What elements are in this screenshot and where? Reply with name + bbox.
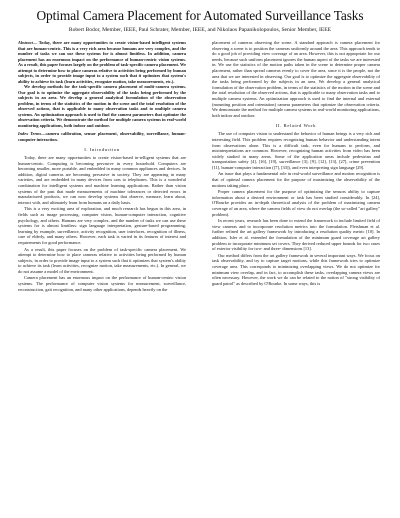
intro-paragraph-3: As a result, this paper focuses on the problem of task-specific camera placement. We attempt to determine how to place cameras relative to activities being performed by human subjects, in order to provide image input to a system such that it optimizes that system's ability to achieve its task (learn activities, recognize motion, take measurements, etc.). In general, we do not assume a model of the environment. [18, 246, 186, 274]
paper-title: Optimal Camera Placement for Automated Surveillance Tasks [36, 8, 364, 23]
intro-paragraph-continued: placement of cameras observing the scene. A standard approach is camera placement for observing a scene is to position the cameras uniformly around the area. This approach tends to do a good job of providing view coverage of an area. However, this is not appropriate for our needs, because such uniform placement ignores the human aspect of the tasks we are interested in. We use the statistics of the motion paths taken in the scene to determine proper camera placement, rather than spread cameras evenly to cover the area, since it is the people, not the area that we are interested in observing. Our goal is to optimize the aggregate observability of the tasks being performed by the subjects in an area. We develop a general analytical formulation of the observation problem, in terms of the statistics of the motion in the scene and the total resolution of the observed actions, that is applicable to many observation tasks and to multiple camera systems. An optimization approach is used to find the internal and external (mounting position and orientation) camera parameters that optimize the observation criteria. We demonstrate the method for multiple camera systems in real-world monitoring applications, both indoor and outdoor. [212, 40, 380, 118]
author-list: Robert Bodor, Member, IEEE, Paul Schrater, Member, IEEE, and Nikolaos Papanikolopoulos, Senior Member, IEEE [68, 27, 332, 33]
related-work-paragraph-4: In recent years, research has been done to extend the framework to include limited field of view cameras and to incorporate resolution metrics into the formulation. Fleishman et al. further refined the art gallery framework by introducing a resolution quality metric [10]. In addition, Isler et al. extended the formulation of the minimum guard coverage art gallery problem to incorporate minimum set covers. They derived reduced upper bounds for two cases of exterior visibility for two- and three- dimensions [13]. [212, 218, 380, 252]
abstract-paragraph-2: We develop methods for the task-specific camera placement of multi-camera systems. Our goal is to optimize the aggregate observability of the tasks being performed by the subjects in an area. We develop a general analytical formulation of the observation problem, in terms of the statistics of the motion in the scene and the total resolution of the observed actions, that is applicable to many observation tasks and to multiple camera systems. An optimization approach is used to find the camera parameters that optimize the observation criteria. We demonstrate the method for multiple camera systems in real-world monitoring applications, both indoor and outdoor. [18, 84, 186, 128]
section-heading-introduction: I. Introduction [84, 147, 120, 152]
intro-paragraph-2: This is a very exciting area of exploration, and much research has begun in this area, in fields such as image processing, computer vision, human-computer interaction, cognitive psychology, and others. Humans are very complex, and the number of tasks we can use these systems for is almost limitless: sign language interpretation, gesture-based programming, learning by example, surveillance, activity recognition, user interfaces, recognition of illness, care of elderly, and many others. However, each task is varied in its features of interest and requirements for good performance. [18, 206, 186, 245]
related-work-paragraph-2: An issue that plays a fundamental role in real-world surveillance and motion recognition is that of optimal camera placement for the purpose of maximizing the observability of the motions taking place. [212, 171, 380, 188]
section-heading-related-work: II. Related Work [275, 123, 317, 129]
abstract [18, 40, 186, 84]
index-terms-label: Index Terms [18, 131, 42, 136]
index-terms [18, 131, 186, 142]
right-column [212, 40, 380, 287]
index-terms-text: —camera calibration, sensor placement, observability, surveillance, human-computer interaction. [18, 131, 186, 142]
left-column [18, 40, 186, 293]
abstract-label: Abstract [18, 40, 33, 45]
abstract-text: — Today, there are many opportunities to create vision-based intelligent systems that are human-centric. This is a very rich area because humans are very complex, and the number of tasks we can use these systems for is almost limitless. In addition, camera placement has an enormous impact on the performance of human-centric vision systems. As a result, this paper focuses largely on the problem of task-specific camera placement. We attempt to determine how to place cameras relative to activities being performed by human subjects, in order to provide image input to a system such that it optimizes that system's ability to achieve its task (learn activities, recognize motion, take measurements, etc.). [18, 40, 186, 84]
related-work-paragraph-1: The use of computer vision to understand the behavior of human beings is a very rich and interesting field. This problem requires recognizing human behavior and understanding intent from observations alone. This is a difficult task, even for humans to perform, and misinterpretations are common. However, recognizing human activities from video has been widely studied in many areas. Some of the application areas include pedestrian and transportation safety [4], [16], [19], surveillance [3], [9], [12], [13], [27], crime prevention [11], human-computer interaction ([7], [33]), and even interpreting sign language [29]. [212, 131, 380, 170]
intro-paragraph-4: Camera placement has an enormous impact on the performance of human-centric vision systems. The performance of computer vision systems for measurement, surveillance, reconstruction, gait recognition, and many other applications, depends heavily on the [18, 275, 186, 292]
related-work-paragraph-3: Proper camera placement for the purpose of optimizing the sensors ability to capture information about a desired environment or task has been studied considerably. In [24], O'Rourke provides an in-depth theoretical analysis of the problem of maximizing camera coverage of an area, where the camera fields of view do not overlap (the so-called "art gallery" problem). [212, 189, 380, 217]
intro-paragraph-1: Today, there are many opportunities to create vision-based in-telligent systems that are human-centric. Computing is becoming pervasive in every household. Computers are becoming smaller, more portable, and embedded in many common appliances and devices. In addition, digital cameras are becoming pervasive in society. They are appearing in many varieties, and are embedded in many devices from cars to telephones. This is a wonderful combination for intelligent systems and machine learning applications. Rather than vision systems of the past that made measurements of machine tolerances or detected errors in manufactured products, we can now develop systems that observe, measure, learn about, interact with, and ultimately learn from humans on a daily basis. [18, 155, 186, 205]
related-work-paragraph-5: Our method differs from the art gallery framework in several important ways. We focus on task observability, and try to capture target motions, while this framework tries to optimize coverage area. This corresponds to minimizing overlapping views. We do not optimize for minimum view overlap, and in fact, to accomplish these tasks, overlapping camera views are often necessary. However, the work we do can be related to the notion of "strong visibility of guard patrol" as described by O'Rourke. In some ways, this is [212, 252, 380, 286]
